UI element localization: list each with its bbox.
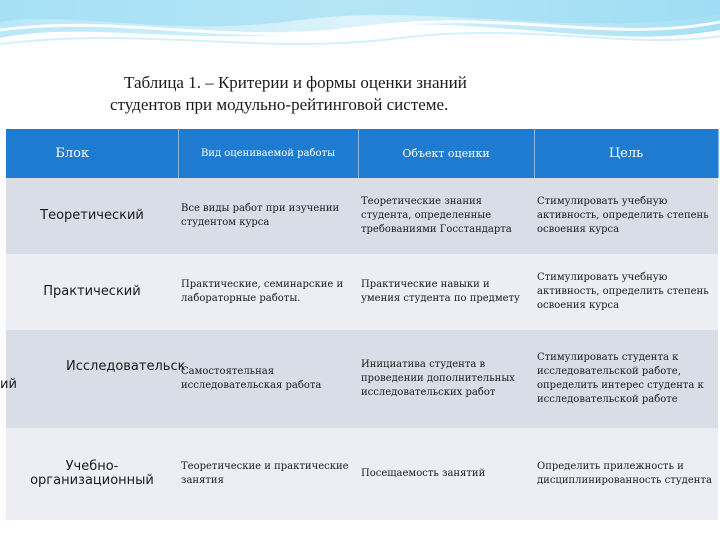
table-caption <box>110 72 550 116</box>
table-header-row <box>6 129 718 178</box>
cell-work: Практические, семинарские и лабораторные работы. <box>178 254 358 330</box>
table-row <box>6 330 718 428</box>
cell-object: Инициатива студента в проведении дополнительных исследовательских работ <box>358 330 534 428</box>
cell-work: Теоретические и практические занятия <box>178 428 358 520</box>
cell-object: Посещаемость занятий <box>358 428 534 520</box>
caption-line-2: студентов при модульно-рейтинговой системе. <box>110 95 449 114</box>
table-row <box>6 428 718 520</box>
cell-goal: Стимулировать учебную активность, определить степень освоения курса <box>534 178 718 254</box>
table-row <box>6 254 718 330</box>
cell-goal: Стимулировать учебную активность, определить степень освоения курса <box>534 254 718 330</box>
decorative-wave-banner <box>0 0 720 70</box>
cell-work: Все виды работ при изучении студентом курса <box>178 178 358 254</box>
criteria-table <box>0 129 719 520</box>
cell-work: Самостоятельная исследовательская работа <box>178 330 358 428</box>
table-row <box>6 178 718 254</box>
cell-object: Теоретические знания студента, определенные требованиями Госстандарта <box>358 178 534 254</box>
header-goal: Цель <box>534 129 718 178</box>
header-block: Блок <box>6 129 178 178</box>
block-label-line1: Учебно- <box>65 459 119 474</box>
block-label-part2: ий <box>0 377 17 392</box>
block-label-part1: Исследовательск <box>66 359 186 374</box>
cell-block: Теоретический <box>6 178 178 254</box>
block-label-line2: организационный <box>30 473 154 488</box>
cell-block <box>0 330 186 428</box>
cell-goal: Стимулировать студента к исследовательской работе, определить интерес студента к исследовательской работе <box>534 330 718 428</box>
cell-goal: Определить прилежность и дисциплинированность студента <box>534 428 718 520</box>
header-work-type: Вид оцениваемой работы <box>178 129 358 178</box>
cell-block <box>6 428 178 520</box>
header-object: Объект оценки <box>358 129 534 178</box>
cell-object: Практические навыки и умения студента по предмету <box>358 254 534 330</box>
cell-block: Практический <box>6 254 178 330</box>
caption-line-1: Таблица 1. – Критерии и формы оценки знаний <box>124 73 467 92</box>
